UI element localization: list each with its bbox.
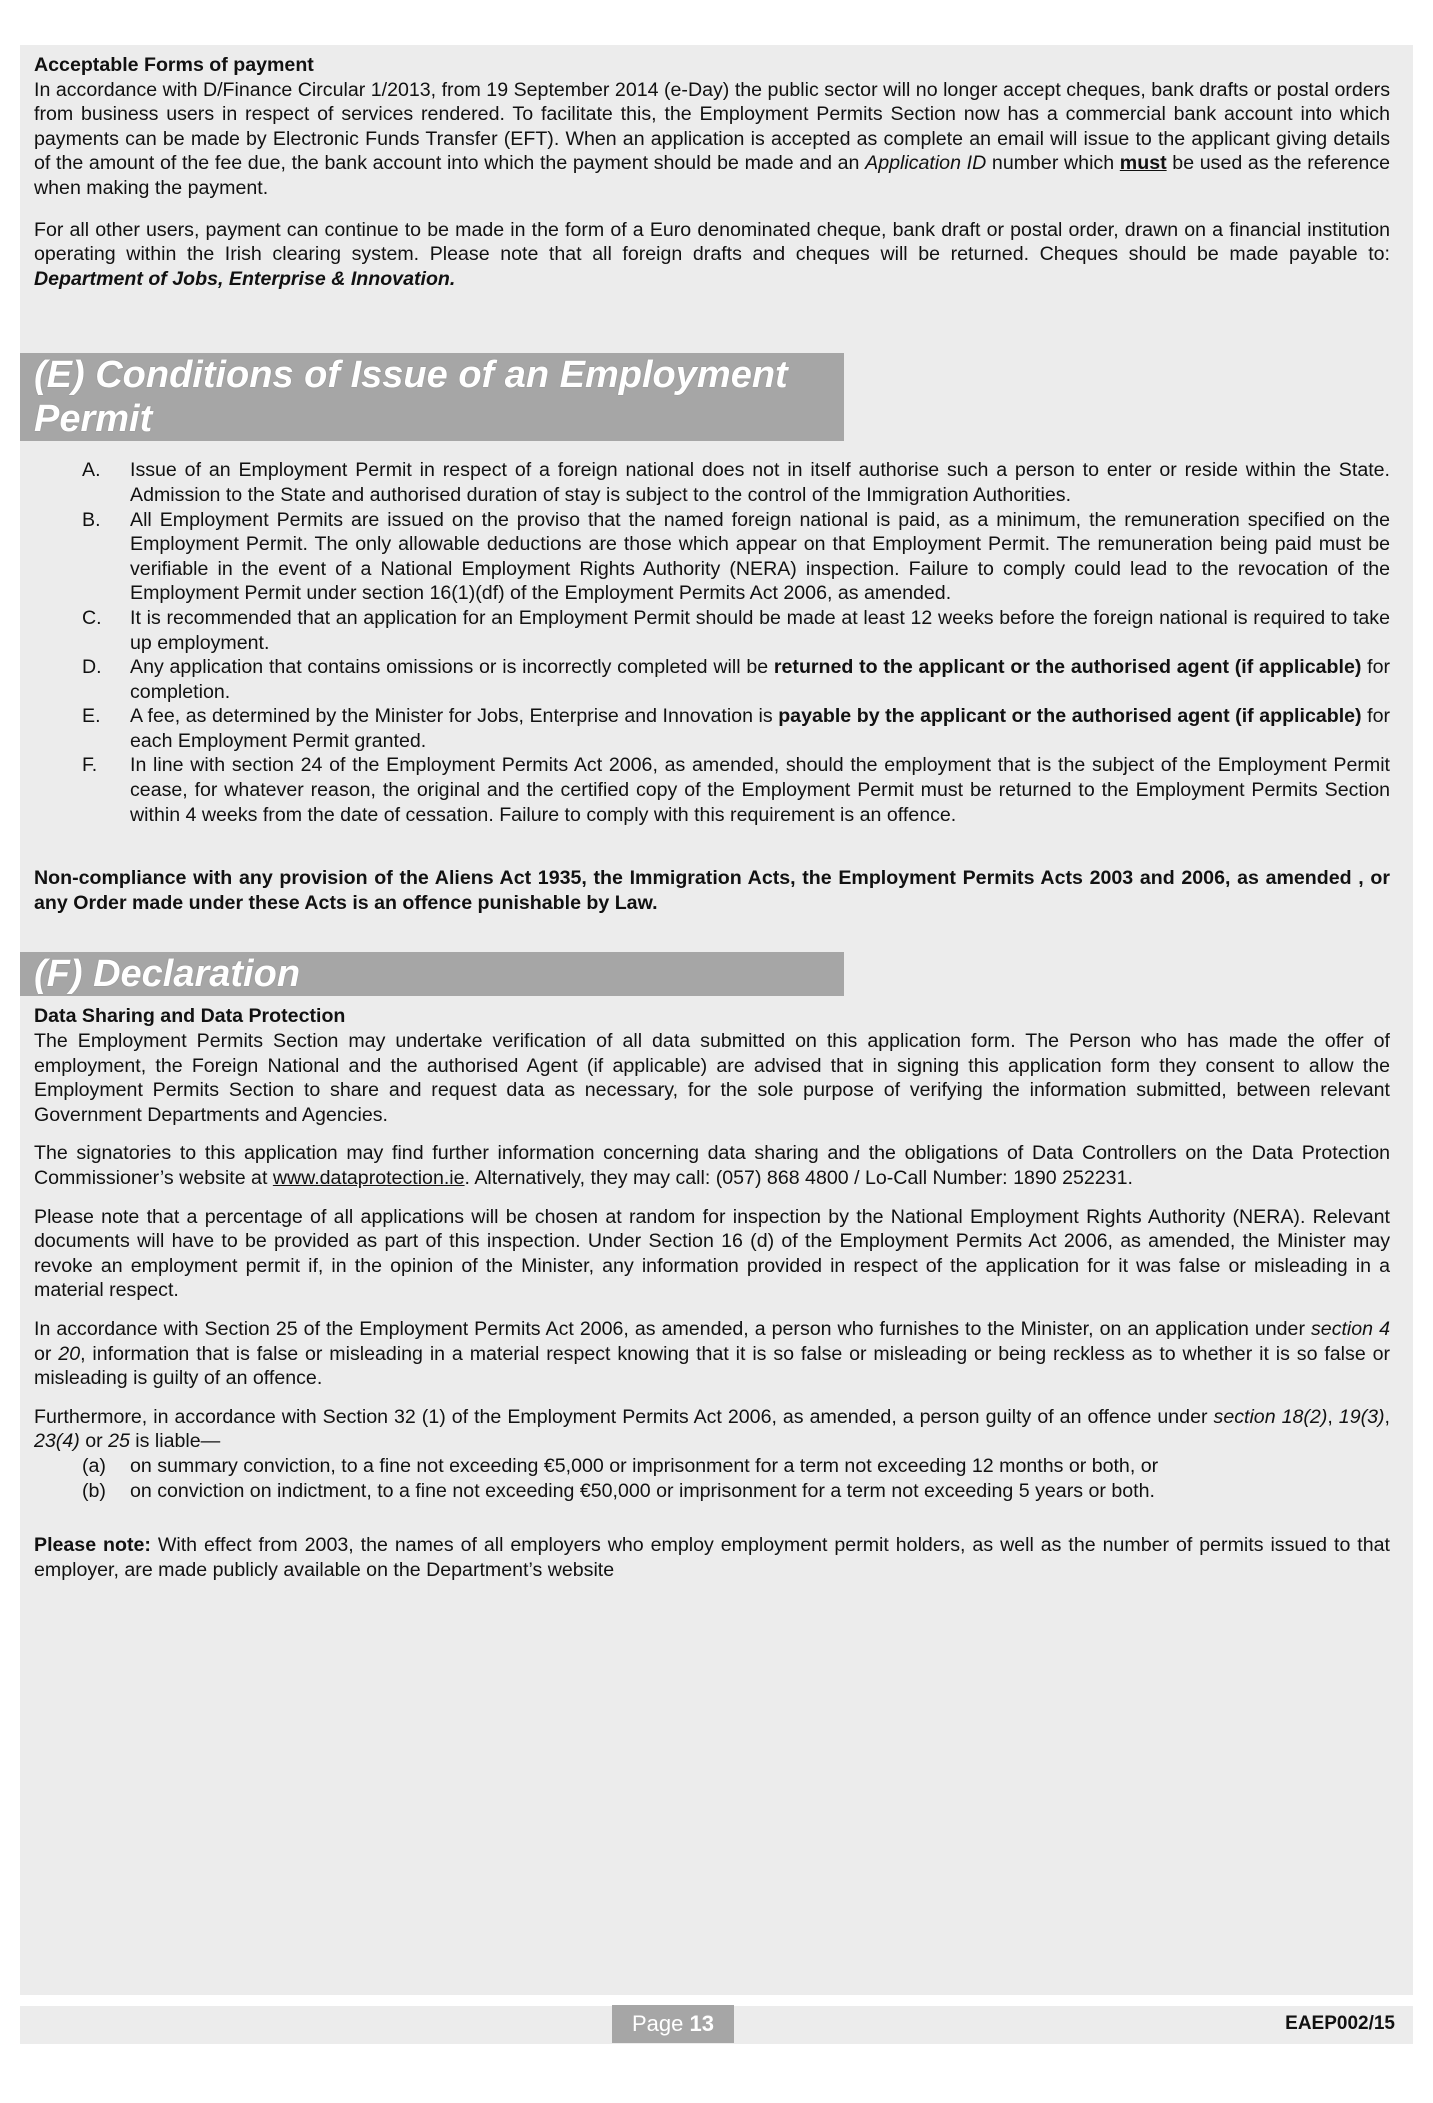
data-protection-heading: Data Sharing and Data Protection [34,1005,346,1028]
list-item: (b) on conviction on indictment, to a fine not exceeding €50,000 or imprisonment for a term not exceeding 5 years or both. [82,1479,1155,1502]
page-content [34,53,1390,1582]
please-note-paragraph: Please note: With effect from 2003, the names of all employers who employ employment permit holders, as well as the number of permits issued to that employer, are made publicly available on the Department’s website [34,1534,1390,1581]
conditions-list [34,458,1390,827]
list-item: C. It is recommended that an application for an Employment Permit should be made at least 12 weeks before the foreign national is required to take up employment. [82,606,1390,654]
must-emphasis: must [1119,152,1167,175]
payee-name: Department of Jobs, Enterprise & Innovation. [34,267,456,290]
list-item: D. Any application that contains omissions or is incorrectly completed will be returned to the applicant or the authorised agent (if applicable) for completion. [82,656,1391,703]
declaration-paragraph-2: The signatories to this application may find further information concerning data sharing and the obligations of Data Controllers on the Data Protection Commissioner’s website at www.dataprotection.ie. Alternatively, they may call: (057) 868 4800 / Lo-Call Number: 1890 252231. [34,1142,1390,1189]
document-code: EAEP002/15 [1285,2013,1395,2034]
page-number-badge: Page 13 [612,2005,734,2043]
declaration-paragraph-5: Furthermore, in accordance with Section 32 (1) of the Employment Permits Act 2006, as amended, a person guilty of an offence under section 18(2), 19(3), 23(4) or 25 is liable— [34,1405,1390,1453]
list-item: B. All Employment Permits are issued on the proviso that the named foreign national is paid, as a minimum, the remuneration specified on the Employment Permit. The only allowable deductions are those which appear on that Employment Permit. The remuneration being paid must be verifiable in the event of a National Employment Rights Authority (NERA) inspection. Failure to comply could lead to the revocation of the Employment Permit under section 16(1)(df) of the Employment Permits Act 2006, as amended. [82,508,1390,605]
list-item: E. A fee, as determined by the Minister for Jobs, Enterprise and Innovation is payable by the applicant or the authorised agent (if applicable) for each Employment Permit granted. [82,705,1390,752]
non-compliance-notice: Non-compliance with any provision of the Aliens Act 1935, the Immigration Acts, the Employment Permits Acts 2003 and 2006, as amended , or any Order made under these Acts is an offence punishable by Law. [34,867,1390,914]
payment-paragraph-2: For all other users, payment can continue to be made in the form of a Euro denominated cheque, bank draft or postal order, drawn on a financial institution operating within the Irish clearing system. Please note that all foreign drafts and cheques will be returned. Cheques should be made payable to: Department of Jobs, Enterprise & Innovation. [34,218,1390,290]
payment-paragraph-1: In accordance with D/Finance Circular 1/2013, from 19 September 2014 (e-Day) the public sector will no longer accept cheques, bank drafts or postal orders from business users in respect of services rendered. To facilitate this, the Employment Permits Section now has a commercial bank account into which payments can be made by Electronic Funds Transfer (EFT). When an application is accepted as complete an email will issue to the applicant giving details of the amount of the fee due, the bank account into which the payment should be made and an Application ID number which must be used as the reference when making the payment. [34,78,1390,199]
section-e-heading: (E) Conditions of Issue of an Employment Permit [20,353,844,441]
list-item: (a) on summary conviction, to a fine not exceeding €5,000 or imprisonment for a term not exceeding 12 months or both, or [82,1454,1159,1477]
penalty-list [34,1454,1390,1503]
declaration-paragraph-4: In accordance with Section 25 of the Employment Permits Act 2006, as amended, a person who furnishes to the Minister, on an application under section 4 or 20, information that is false or misleading in a material respect knowing that it is so false or misleading or being reckless as to whether it is so false or misleading is guilty of an offence. [34,1317,1391,1390]
declaration-paragraph-1: The Employment Permits Section may undertake verification of all data submitted on this application form. The Person who has made the offer of employment, the Foreign National and the authorised Agent (if applicable) are advised that in signing this application form they consent to allow the Employment Permits Section to share and request data as necessary, for the sole purpose of verifying the information submitted, between relevant Government Departments and Agencies. [34,1030,1390,1126]
declaration-paragraph-3: Please note that a percentage of all applications will be chosen at random for inspection by the National Employment Rights Authority (NERA). Relevant documents will have to be provided as part of this inspection. Under Section 16 (d) of the Employment Permits Act 2006, as amended, the Minister may revoke an employment permit if, in the opinion of the Minister, any information provided in respect of the application for it was false or misleading in a material respect. [34,1205,1390,1302]
list-item: A. Issue of an Employment Permit in respect of a foreign national does not in itself authorise such a person to enter or reside within the State. Admission to the State and authorised duration of stay is subject to the control of the Immigration Authorities. [82,459,1390,506]
section-f-heading: (F) Declaration [20,952,844,996]
dataprotection-link[interactable]: www.dataprotection.ie [272,1167,465,1189]
list-item: F. In line with section 24 of the Employment Permits Act 2006, as amended, should the employment that is the subject of the Employment Permit cease, for whatever reason, the original and the certified copy of the Employment Permit must be returned to the Employment Permits Section within 4 weeks from the date of cessation. Failure to comply with this requirement is an offence. [82,754,1390,826]
payment-heading: Acceptable Forms of payment [34,54,314,76]
